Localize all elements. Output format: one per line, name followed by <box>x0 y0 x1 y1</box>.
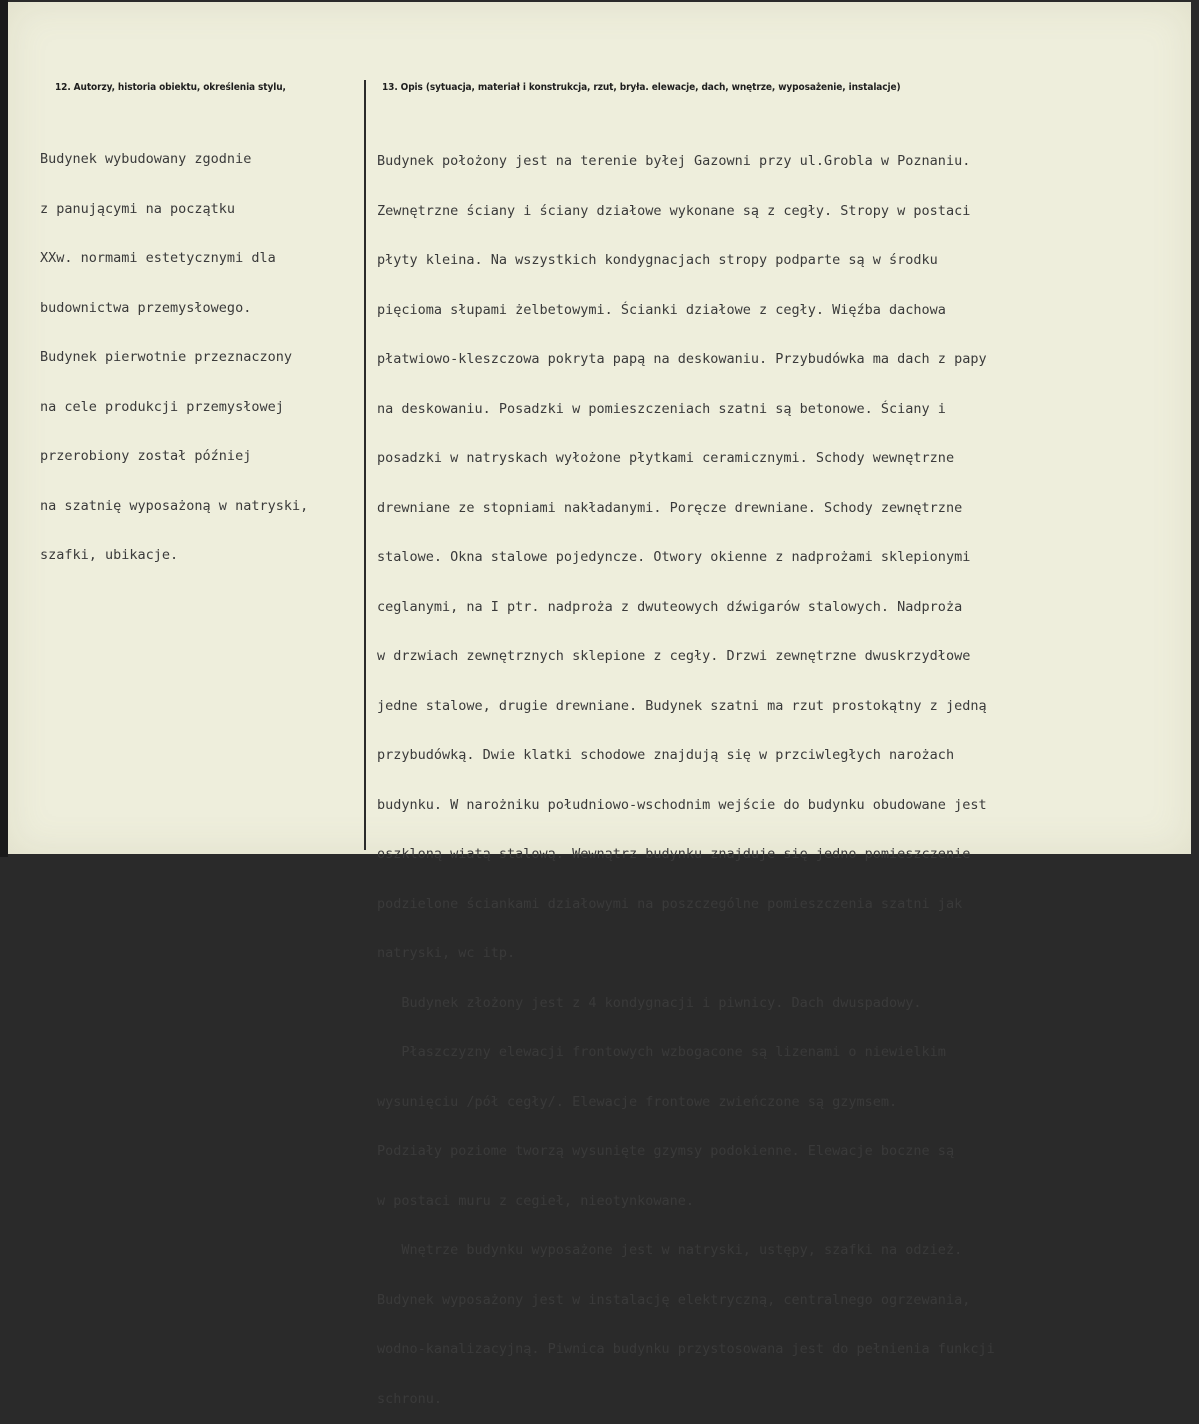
description-line: posadzki w natryskach wyłożone płytkami ceramicznymi. Schody wewnętrzne <box>377 450 955 466</box>
history-line: Budynek pierwotnie przeznaczony <box>40 349 292 365</box>
history-text <box>40 118 308 580</box>
description-line: Budynek złożony jest z 4 kondygnacji i piwnicy. Dach dwuspadowy. <box>377 994 922 1011</box>
description-line: Budynek wyposażony jest w instalację elektryczną, centralnego ogrzewania, <box>377 1291 971 1308</box>
history-line: z panującymi na początku <box>40 200 236 217</box>
description-line: budynku. W narożniku południowo-wschodnim wejście do budynku obudowane jest <box>377 796 987 813</box>
description-line: Wnętrze budynku wyposażone jest w natryski, ustępy, szafki na odzież. <box>377 1242 963 1258</box>
description-line: stalowe. Okna stalowe pojedyncze. Otwory okienne z nadprożami sklepionymi <box>377 549 971 565</box>
description-line: schronu. <box>377 1390 443 1407</box>
description-line: Płaszczyzny elewacji frontowych wzbogacone są lizenami o niewielkim <box>377 1044 946 1060</box>
description-line: w postaci muru z cegieł, nieotynkowane. <box>377 1192 694 1209</box>
section-12-header: 12. Autorzy, historia obiektu, określenia stylu, <box>55 82 286 93</box>
history-line: przerobiony został później <box>40 448 252 464</box>
description-line: Budynek położony jest na terenie byłej Gazowni przy ul.Grobla w Poznaniu. <box>377 153 971 169</box>
description-line: oszkloną wiatą stalową. Wewnątrz budynku znajduje się jedno pomieszczenie <box>377 846 971 862</box>
description-line: płyty kleina. Na wszystkich kondygnacjach stropy podparte są w środku <box>377 252 938 268</box>
description-line: płatwiowo-kleszczowa pokryta papą na deskowaniu. Przybudówka ma dach z papy <box>377 351 987 367</box>
history-line: Budynek wybudowany zgodnie <box>40 151 252 167</box>
description-line: Zewnętrzne ściany i ściany działowe wykonane są z cegły. Stropy w postaci <box>377 202 971 219</box>
description-line: ceglanymi, na I ptr. nadproża z dwuteowych dźwigarów stalowych. Nadproża <box>377 598 963 615</box>
scan-edge <box>0 0 8 857</box>
description-line: drewniane ze stopniami nakładanymi. Poręcze drewniane. Schody zewnętrzne <box>377 499 963 516</box>
history-line: na cele produkcji przemysłowej <box>40 398 284 415</box>
description-line: wysunięciu /pół cegły/. Elewacje frontowe zwieńczone są gzymsem. <box>377 1093 898 1110</box>
description-line: w drzwiach zewnętrznych sklepione z cegły. Drzwi zewnętrzne dwuskrzydłowe <box>377 648 971 664</box>
description-line: wodno-kanalizacyjną. Piwnica budynku przystosowana jest do pełnienia funkcji <box>377 1341 995 1357</box>
history-line: na szatnię wyposażoną w natryski, <box>40 497 309 514</box>
description-line: na deskowaniu. Posadzki w pomieszczeniach szatni są betonowe. Ściany i <box>377 400 946 417</box>
description-line: podzielone ściankami działowymi na poszczególne pomieszczenia szatni jak <box>377 895 963 912</box>
history-line: szafki, ubikacje. <box>40 547 179 563</box>
description-line: Podziały poziome tworzą wysunięte gzymsy podokienne. Elewacje boczne są <box>377 1143 955 1159</box>
history-line: XXw. normami estetycznymi dla <box>40 250 276 266</box>
column-divider <box>364 80 366 850</box>
history-line: budownictwa przemysłowego. <box>40 299 252 316</box>
description-line: jedne stalowe, drugie drewniane. Budynek szatni ma rzut prostokątny z jedną <box>377 697 987 714</box>
description-line: pięcioma słupami żelbetowymi. Ścianki działowe z cegły. Więźba dachowa <box>377 301 946 318</box>
section-13-header: 13. Opis (sytuacja, materiał i konstrukcja, rzut, bryła. elewacje, dach, wnętrze, wyposażenie, instalacje) <box>382 82 901 93</box>
description-line: natryski, wc itp. <box>377 945 516 961</box>
description-line: przybudówką. Dwie klatki schodowe znajdują się w przciwległych narożach <box>377 747 955 763</box>
description-text <box>377 120 995 1424</box>
